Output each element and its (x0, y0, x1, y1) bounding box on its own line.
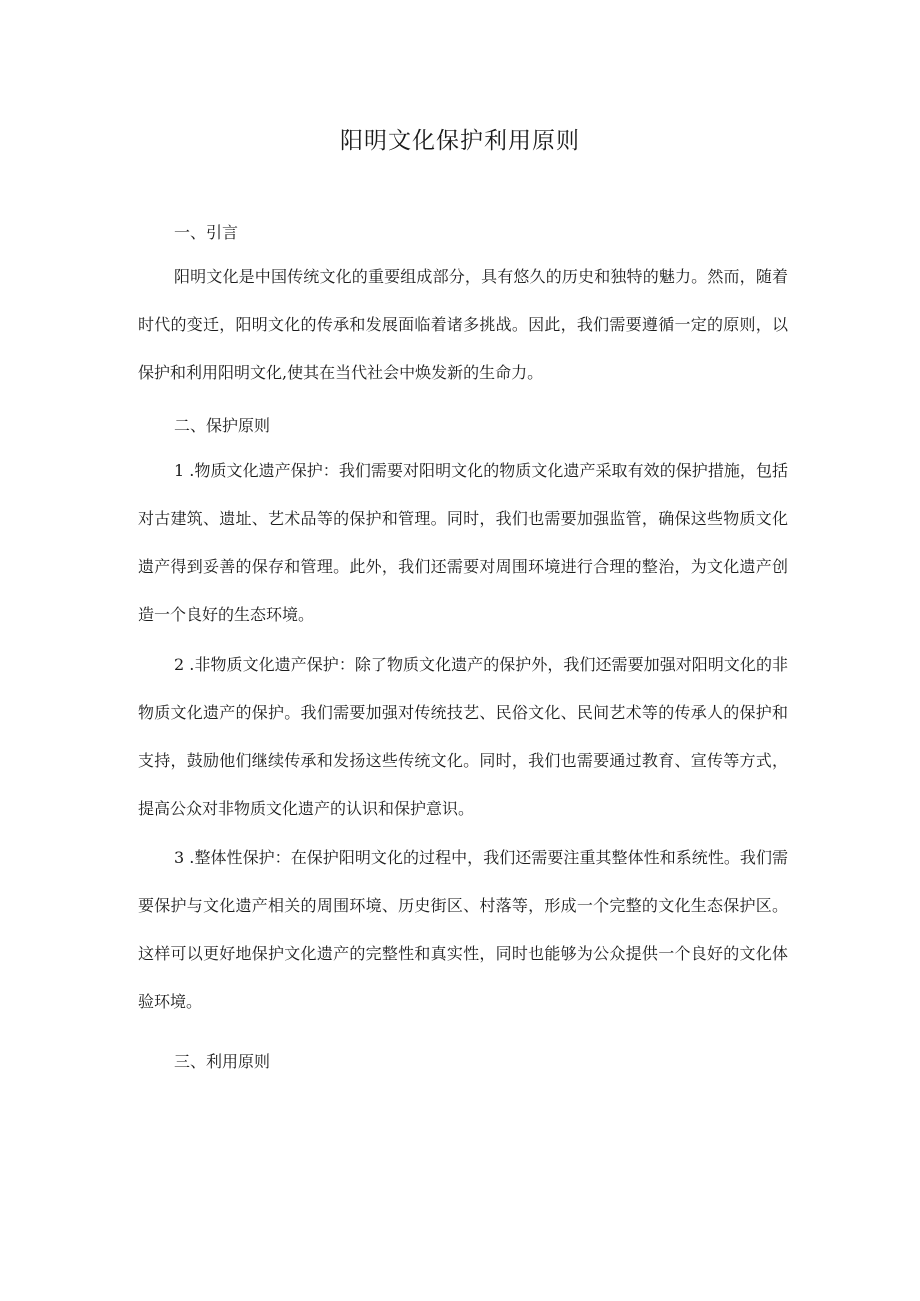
paragraph-introduction: 阳明文化是中国传统文化的重要组成部分，具有悠久的历史和独特的魅力。然而，随着时代的变迁，阳明文化的传承和发展面临着诸多挑战。因此，我们需要遵循一定的原则，以保护和利用阳明文化,使其在当代社会中焕发新的生命力。 (138, 267, 788, 382)
section-heading-introduction: 一、引言 (174, 223, 239, 242)
section-heading-protection: 二、保护原则 (174, 416, 271, 435)
paragraph-holistic-protection: 3 .整体性保护：在保护阳明文化的过程中，我们还需要注重其整体性和系统性。我们需要保护与文化遗产相关的周围环境、历史街区、村落等，形成一个完整的文化生态保护区。这样可以更好地保护文化遗产的完整性和真实性，同时也能够为公众提供一个良好的文化体验环境。 (138, 848, 788, 1011)
document-title: 阳明文化保护利用原则 (340, 128, 580, 154)
paragraph-intangible-heritage: 2 .非物质文化遗产保护：除了物质文化遗产的保护外，我们还需要加强对阳明文化的非物质文化遗产的保护。我们需要加强对传统技艺、民俗文化、民间艺术等的传承人的保护和支持，鼓励他们继续传承和发扬这些传统文化。同时，我们也需要通过教育、宣传等方式，提高公众对非物质文化遗产的认识和保护意识。 (138, 655, 788, 818)
section-heading-utilization: 三、利用原则 (174, 1052, 271, 1071)
paragraph-material-heritage: 1 .物质文化遗产保护：我们需要对阳明文化的物质文化遗产采取有效的保护措施，包括对古建筑、遗址、艺术品等的保护和管理。同时，我们也需要加强监管，确保这些物质文化遗产得到妥善的保存和管理。此外，我们还需要对周围环境进行合理的整治，为文化遗产创造一个良好的生态环境。 (138, 461, 788, 624)
